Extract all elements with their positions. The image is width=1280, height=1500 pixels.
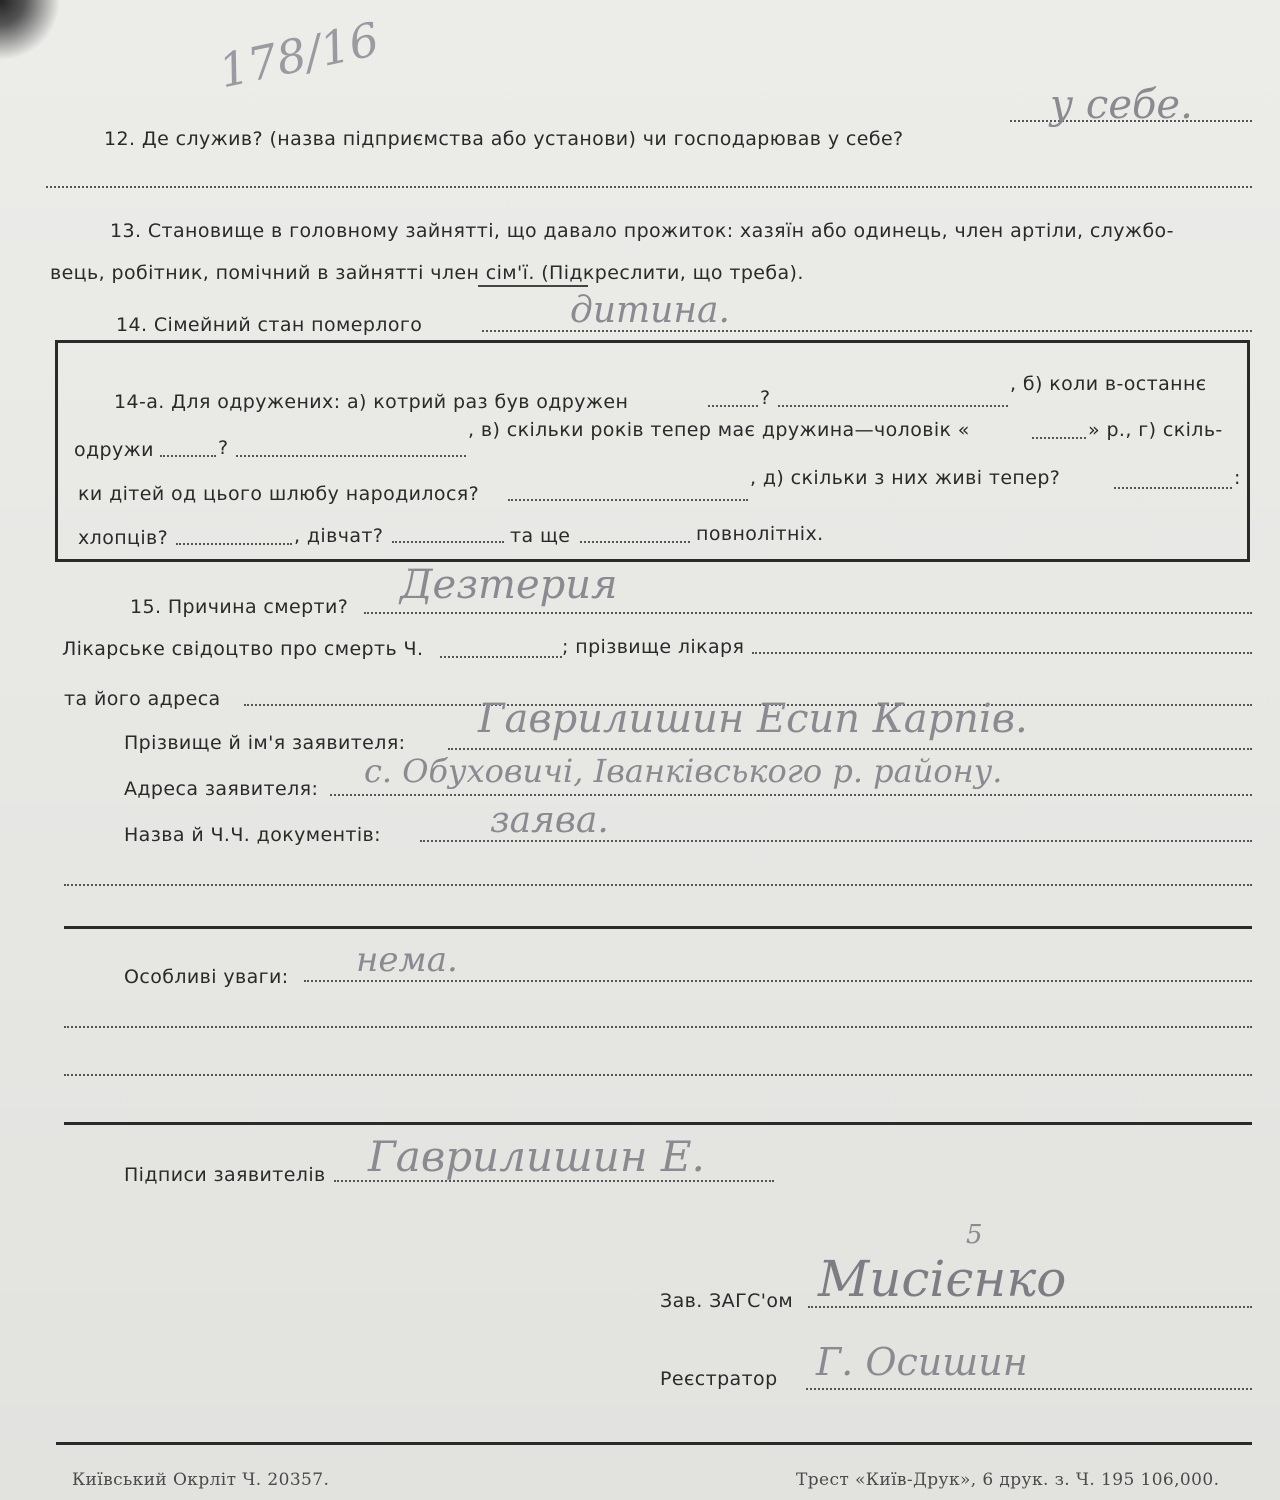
remarks-line xyxy=(304,980,1252,982)
q14a-part6: ки дітей од цього шлюбу народилося? xyxy=(78,483,480,505)
q14a-line-when-2 xyxy=(236,455,466,457)
q14a-boys-label: хлопців? xyxy=(78,527,169,549)
q13-underline-member xyxy=(478,285,588,287)
q12-continuation-line xyxy=(46,186,1252,188)
section-divider-1 xyxy=(64,926,1252,929)
applicant-signatures-label: Підписи заявителів xyxy=(124,1164,326,1186)
q14a-line-adults xyxy=(580,541,690,543)
medical-certificate-number-line xyxy=(440,656,562,658)
q13-line1: 13. Становище в головному зайнятті, що давало прожиток: хазяїн або одинець, член артіли, службо- xyxy=(110,220,1174,242)
applicant-address-label: Адреса заявителя: xyxy=(124,778,319,800)
applicant-name-label: Прізвище й ім'я заявителя: xyxy=(124,732,406,754)
q14a-part5: » р., г) скіль- xyxy=(1088,419,1223,441)
registrar-line xyxy=(806,1388,1252,1390)
q14a-part2: , б) коли в-останнє xyxy=(1010,373,1207,395)
applicant-signature: Гаврилишин Е. xyxy=(368,1132,705,1181)
q14a-girls-label: , дівчат? xyxy=(294,525,384,547)
applicant-name-line xyxy=(448,748,1252,750)
q14a-colon: : xyxy=(1234,467,1241,489)
medical-certificate-label: Лікарське свідоцтво про смерть Ч. xyxy=(62,638,424,660)
q15-answer: Дезтерия xyxy=(400,562,618,608)
zags-head-label: Зав. ЗАГС'ом xyxy=(660,1290,794,1312)
q14a-part7: , д) скільки з них живі тепер? xyxy=(750,467,1061,489)
q14a-married-section-box xyxy=(55,340,1250,562)
q14a-also-label: та ще xyxy=(510,525,571,547)
applicant-address-line xyxy=(330,794,1252,796)
q12-answer: у себе. xyxy=(1050,82,1193,128)
zags-head-signature: Мисієнко xyxy=(818,1250,1067,1308)
q14a-part3: одружи xyxy=(74,439,154,461)
archive-number: 178/16 xyxy=(214,11,384,99)
remarks-label: Особливі уваги: xyxy=(124,966,289,988)
q13-line2: вець, робітник, помічний в зайнятті член сім'ї. (Підкреслити, що треба). xyxy=(50,262,804,284)
applicant-documents-value: заява. xyxy=(490,800,609,841)
q14a-part4: , в) скільки років тепер має дружина—чоловік « xyxy=(468,419,970,441)
footer-left-imprint: Київський Окрліт Ч. 20357. xyxy=(72,1470,330,1490)
registrar-signature: Г. Осишин xyxy=(816,1340,1028,1384)
q14a-line-spouse-age xyxy=(1032,437,1086,439)
applicant-extra-line xyxy=(64,884,1252,886)
footer-right-imprint: Трест «Київ-Друк», 6 друк. з. Ч. 195 106,000. xyxy=(796,1470,1220,1490)
q15-answer-line xyxy=(364,612,1252,614)
footer-divider xyxy=(56,1442,1252,1445)
page-corner-shadow xyxy=(0,0,60,60)
q14a-line-when xyxy=(160,455,216,457)
zags-mark: 5 xyxy=(966,1220,983,1250)
doctor-name-line xyxy=(752,652,1252,654)
q14a-line-times-2 xyxy=(778,405,1008,407)
applicant-address-value: с. Обуховичі, Іванківського р. району. xyxy=(364,752,1003,790)
applicant-documents-label: Назва й Ч.Ч. документів: xyxy=(124,824,381,846)
doctor-address-label: та його адреса xyxy=(64,688,221,710)
section-divider-2 xyxy=(64,1122,1252,1125)
q14-label: 14. Сімейний стан померлого xyxy=(116,314,423,336)
applicant-name-value: Гаврилишин Есип Карпів. xyxy=(478,696,1028,742)
q14a-line-children-alive xyxy=(1114,487,1232,489)
q12-label: 12. Де служив? (назва підприємства або установи) чи господарював у себе? xyxy=(104,128,904,150)
remarks-extra-line-1 xyxy=(64,1026,1252,1028)
doctor-name-label: ; прізвище лікаря xyxy=(562,636,745,658)
q15-label: 15. Причина смерти? xyxy=(130,596,349,618)
q14a-q1: ? xyxy=(760,387,771,409)
q14a-line-girls xyxy=(392,541,504,543)
remarks-value: нема. xyxy=(356,940,458,980)
q14a-adults-label: повнолітніх. xyxy=(696,523,824,545)
q14-answer: дитина. xyxy=(570,290,730,331)
q14a-line-children-born xyxy=(508,499,748,501)
remarks-extra-line-2 xyxy=(64,1074,1252,1076)
q14a-part1: 14-а. Для одружених: а) котрий раз був одружен xyxy=(114,391,629,413)
q14a-q2: ? xyxy=(218,437,229,459)
q14a-line-boys xyxy=(176,543,292,545)
registrar-label: Реєстратор xyxy=(660,1368,778,1390)
q14a-line-times xyxy=(708,405,758,407)
